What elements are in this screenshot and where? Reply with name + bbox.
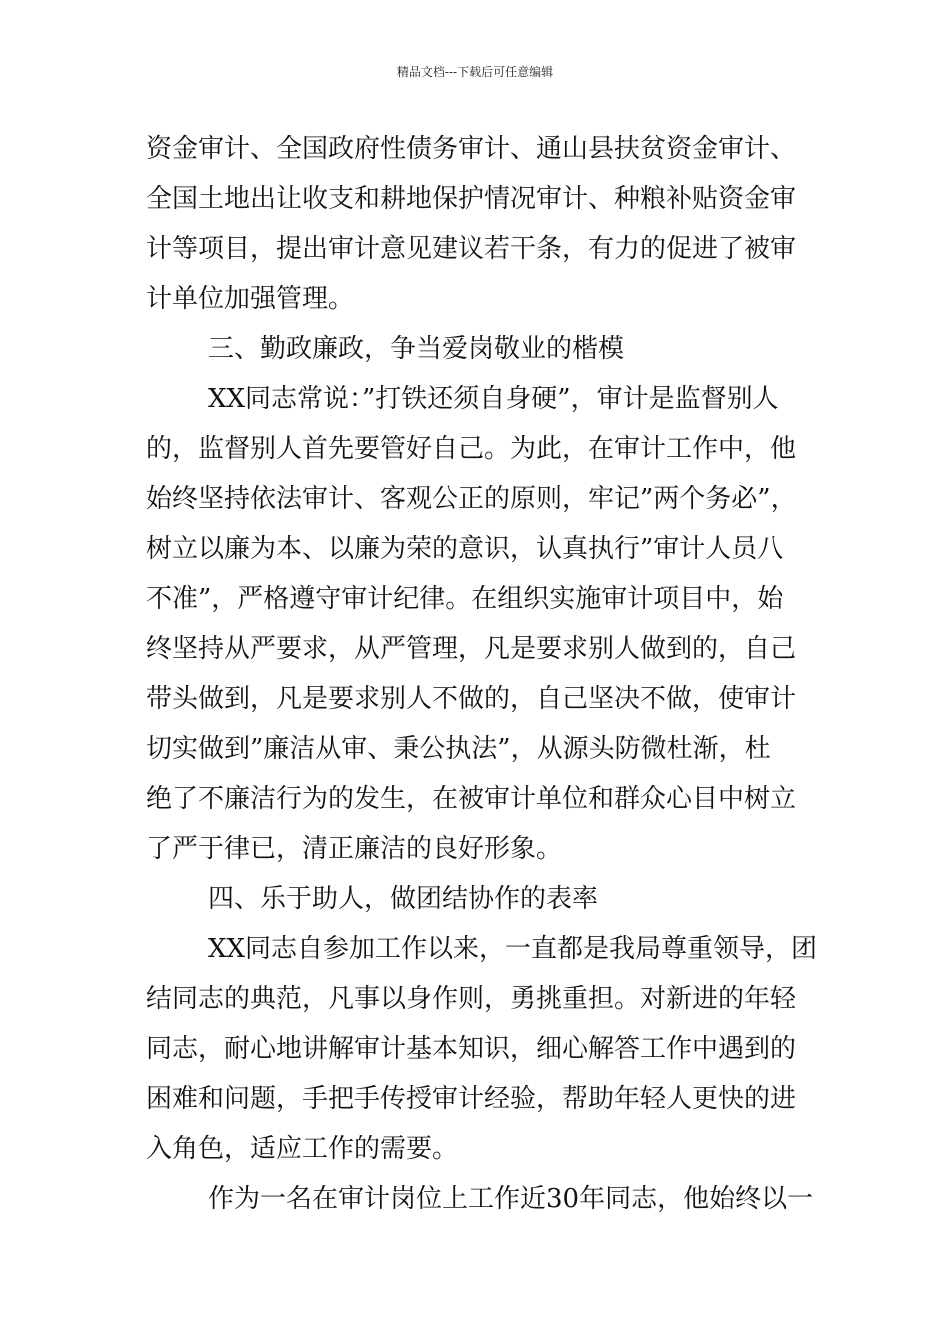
text-line: 的，监督别人首先要管好自己。为此，在审计工作中，他 [146, 434, 797, 464]
paragraph-start: 作为一名在审计岗位上工作近30年同志，他始终以一 [208, 1184, 814, 1214]
text-line: 不准”，严格遵守审计纪律。在组织实施审计项目中，始 [146, 584, 784, 614]
text-line: 绝了不廉洁行为的发生，在被审计单位和群众心目中树立 [146, 784, 797, 814]
text-line: 入角色，适应工作的需要。 [146, 1134, 459, 1164]
document-body [146, 124, 822, 1224]
text-line: 了严于律已，清正廉洁的良好形象。 [146, 834, 563, 864]
text-line: 计单位加强管理。 [146, 284, 355, 314]
text-line: 始终坚持依法审计、客观公正的原则，牢记”两个务必”， [146, 484, 797, 514]
text-line: 资金审计、全国政府性债务审计、通山县扶贫资金审计、 [146, 134, 797, 164]
text-line: 同志，耐心地讲解审计基本知识，细心解答工作中遇到的 [146, 1034, 797, 1064]
page-header: 精品文档---下载后可任意编辑 [396, 65, 554, 79]
text-line: 计等项目，提出审计意见建议若干条，有力的促进了被审 [146, 234, 797, 264]
text-line: 结同志的典范，凡事以身作则，勇挑重担。对新进的年轻 [146, 984, 797, 1014]
text-line: 全国土地出让收支和耕地保护情况审计、种粮补贴资金审 [146, 184, 797, 214]
text-line: 带头做到，凡是要求别人不做的，自己坚决不做，使审计 [146, 684, 797, 714]
section-heading: 四、乐于助人，做团结协作的表率 [208, 884, 599, 914]
text-line: 切实做到”廉洁从审、秉公执法”，从源头防微杜渐，杜 [146, 734, 771, 764]
text-line: 树立以廉为本、以廉为荣的意识，认真执行”审计人员八 [146, 534, 784, 564]
section-heading: 三、勤政廉政，争当爱岗敬业的楷模 [208, 334, 625, 364]
paragraph-start: XX同志自参加工作以来，一直都是我局尊重领导，团 [208, 934, 818, 964]
paragraph-start: XX同志常说：”打铁还须自身硬”，审计是监督别人 [208, 384, 779, 414]
text-line: 终坚持从严要求，从严管理，凡是要求别人做到的，自己 [146, 634, 797, 664]
text-line: 困难和问题，手把手传授审计经验，帮助年轻人更快的进 [146, 1084, 797, 1114]
